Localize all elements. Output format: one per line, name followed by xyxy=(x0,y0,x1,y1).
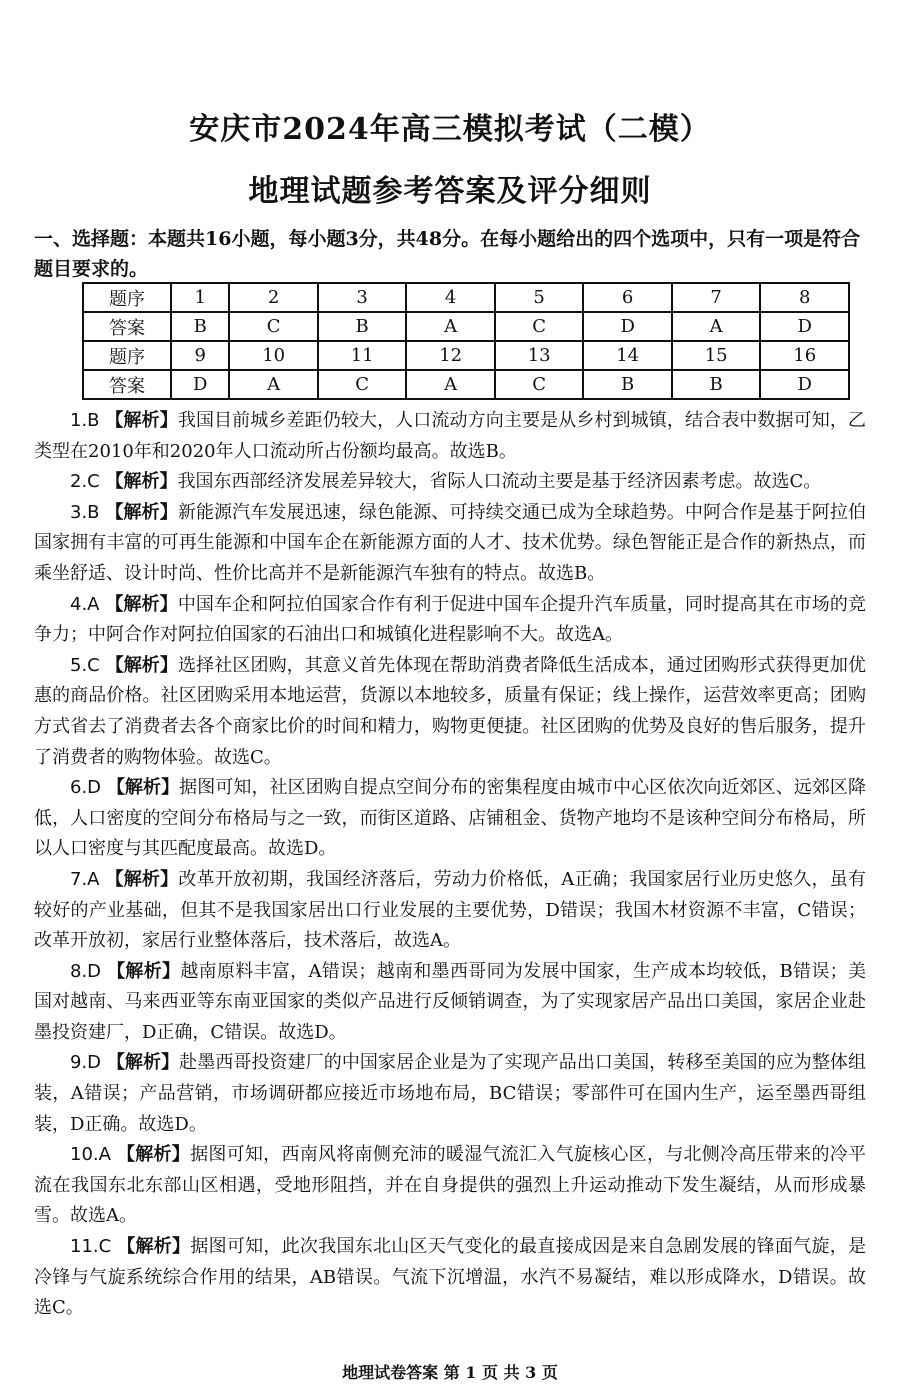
answer-cell: D xyxy=(760,370,849,399)
row-label: 题序 xyxy=(83,341,171,370)
answer-cell: B xyxy=(171,312,229,341)
answer-cell: B xyxy=(583,370,672,399)
question-number: 1 xyxy=(171,283,229,312)
page-subtitle: 地理试题参考答案及评分细则 xyxy=(248,174,652,209)
answer-cell: C xyxy=(495,312,584,341)
explanation-item xyxy=(34,773,866,865)
item-number: 11.C xyxy=(70,1236,112,1258)
explanation-item xyxy=(34,406,866,467)
question-number: 9 xyxy=(171,341,229,370)
table-row xyxy=(83,312,849,341)
question-number: 5 xyxy=(495,283,584,312)
explanation-item xyxy=(34,590,866,651)
answer-cell: B xyxy=(318,312,407,341)
item-text: 中国车企和阿拉伯国家合作有利于促进中国车企提升汽车质量，同时提高其在市场的竞争力；中阿合作对阿拉伯国家的石油出口和城镇化进程影响不大。故选A。 xyxy=(34,593,867,646)
analysis-tag: 【解析】 xyxy=(116,1144,191,1166)
analysis-tag: 【解析】 xyxy=(105,471,178,493)
analysis-tag: 【解析】 xyxy=(105,501,178,523)
answer-cell: A xyxy=(406,312,495,341)
question-number: 4 xyxy=(406,283,495,312)
item-text: 据图可知，此次我国东北山区天气变化的最直接成因是来自急剧发展的锋面气旋，是冷锋与气旋系统综合作用的结果，AB错误。气流下沉增温，水汽不易凝结，难以形成降水，D错误。故选C。 xyxy=(34,1236,867,1319)
explanation-item xyxy=(34,651,866,773)
question-number: 14 xyxy=(583,341,672,370)
question-number: 12 xyxy=(406,341,495,370)
explanation-item xyxy=(34,498,866,590)
answer-cell: C xyxy=(318,370,407,399)
row-label: 答案 xyxy=(83,312,171,341)
analysis-tag: 【解析】 xyxy=(105,593,178,615)
analysis-tag: 【解析】 xyxy=(117,1236,191,1258)
analysis-tag: 【解析】 xyxy=(105,868,179,890)
explanations-list xyxy=(34,406,866,1324)
analysis-tag: 【解析】 xyxy=(105,410,178,431)
item-number: 2.C xyxy=(70,471,100,493)
analysis-tag: 【解析】 xyxy=(107,960,181,982)
answer-cell: D xyxy=(171,370,229,399)
explanation-item xyxy=(34,865,866,957)
question-number: 15 xyxy=(672,341,761,370)
question-number: 16 xyxy=(760,341,849,370)
item-number: 6.D xyxy=(70,777,102,799)
explanation-item xyxy=(34,957,866,1049)
row-label: 题序 xyxy=(83,283,171,312)
answer-cell: B xyxy=(672,370,761,399)
answer-cell: D xyxy=(760,312,849,341)
item-text: 我国东西部经济发展差异较大，省际人口流动主要是基于经济因素考虑。故选C。 xyxy=(177,471,822,493)
answer-cell: A xyxy=(672,312,761,341)
item-text: 据图可知，社区团购自提点空间分布的密集程度由城市中心区依次向近郊区、远郊区降低，人口密度的空间分布格局与之一致，而街区道路、店铺租金、货物产地均不是该种空间分布格局，所以人口密度与其匹配度最高。故选D。 xyxy=(34,777,867,860)
item-text: 选择社区团购，其意义首先体现在帮助消费者降低生活成本，通过团购形式获得更加优惠的商品价格。社区团购采用本地运营，货源以本地较多，质量有保证；线上操作，运营效率更高；团购方式省去了消费者去各个商家比价的时间和精力，购物更便捷。社区团购的优势及良好的售后服务，提升了消费者的购物体验。故选C。 xyxy=(34,654,867,768)
section-heading: 一、选择题：本题共16小题，每小题3分，共48分。在每小题给出的四个选项中，只有一项是符合题目要求的。 xyxy=(34,228,861,280)
question-number: 3 xyxy=(318,283,407,312)
explanation-item xyxy=(34,1140,866,1232)
analysis-tag: 【解析】 xyxy=(105,654,179,676)
table-row xyxy=(83,283,849,312)
item-number: 7.A xyxy=(70,868,100,890)
question-number: 7 xyxy=(672,283,761,312)
item-number: 4.A xyxy=(70,593,100,615)
question-number: 13 xyxy=(495,341,584,370)
answer-cell: C xyxy=(495,370,584,399)
item-text: 我国目前城乡差距仍较大，人口流动方向主要是从乡村到城镇，结合表中数据可知，乙类型在2010年和2020年人口流动所占份额均最高。故选B。 xyxy=(34,410,866,462)
page-footer: 地理试卷答案 第 1 页 共 3 页 xyxy=(342,1363,558,1382)
item-number: 3.B xyxy=(70,501,100,523)
answer-cell: A xyxy=(406,370,495,399)
item-number: 8.D xyxy=(70,960,102,982)
item-text: 赴墨西哥投资建厂的中国家居企业是为了实现产品出口美国，转移至美国的应为整体组装，A错误；产品营销，市场调研都应接近市场地布局，BC错误；零部件可在国内生产，运至墨西哥组装，D正确。故选D。 xyxy=(34,1052,867,1135)
analysis-tag: 【解析】 xyxy=(106,1052,180,1074)
answer-cell: C xyxy=(229,312,318,341)
item-text: 改革开放初期，我国经济落后，劳动力价格低，A正确；我国家居行业历史悠久，虽有较好的产业基础，但其不是我国家居出口行业发展的主要优势，D错误；我国木材资源不丰富，C错误；改革开放初，家居行业整体落后，技术落后，故选A。 xyxy=(34,868,867,952)
item-number: 9.D xyxy=(70,1052,102,1074)
page-title: 安庆市2024年高三模拟考试（二模） xyxy=(189,112,711,147)
item-number: 5.C xyxy=(70,654,100,676)
table-row xyxy=(83,370,849,399)
answer-cell: D xyxy=(583,312,672,341)
item-text: 新能源汽车发展迅速，绿色能源、可持续交通已成为全球趋势。中阿合作是基于阿拉伯国家拥有丰富的可再生能源和中国车企在新能源方面的人才、技术优势。绿色智能正是合作的新热点，而乘坐舒适、设计时尚、性价比高并不是新能源汽车独有的特点。故选B。 xyxy=(34,501,866,584)
answer-table xyxy=(82,282,850,400)
explanation-item xyxy=(34,467,866,498)
item-number: 1.B xyxy=(70,410,100,431)
answer-cell: A xyxy=(229,370,318,399)
question-number: 6 xyxy=(583,283,672,312)
item-text: 越南原料丰富，A错误；越南和墨西哥同为发展中国家，生产成本均较低，B错误；美国对越南、马来西亚等东南亚国家的类似产品进行反倾销调查，为了实现家居产品出口美国，家居企业赴墨投资建厂，D正确，C错误。故选D。 xyxy=(34,960,866,1043)
question-number: 8 xyxy=(760,283,849,312)
question-number: 2 xyxy=(229,283,318,312)
explanation-item xyxy=(34,1048,866,1140)
explanation-item xyxy=(34,1232,866,1324)
question-number: 10 xyxy=(229,341,318,370)
item-number: 10.A xyxy=(70,1144,111,1166)
question-number: 11 xyxy=(318,341,407,370)
row-label: 答案 xyxy=(83,370,171,399)
item-text: 据图可知，西南风将南侧充沛的暖湿气流汇入气旋核心区，与北侧冷高压带来的冷平流在我国东北东部山区相遇，受地形阻挡，并在自身提供的强烈上升运动推动下发生凝结，从而形成暴雪。故选A。 xyxy=(34,1144,866,1227)
analysis-tag: 【解析】 xyxy=(106,777,180,799)
table-row xyxy=(83,341,849,370)
